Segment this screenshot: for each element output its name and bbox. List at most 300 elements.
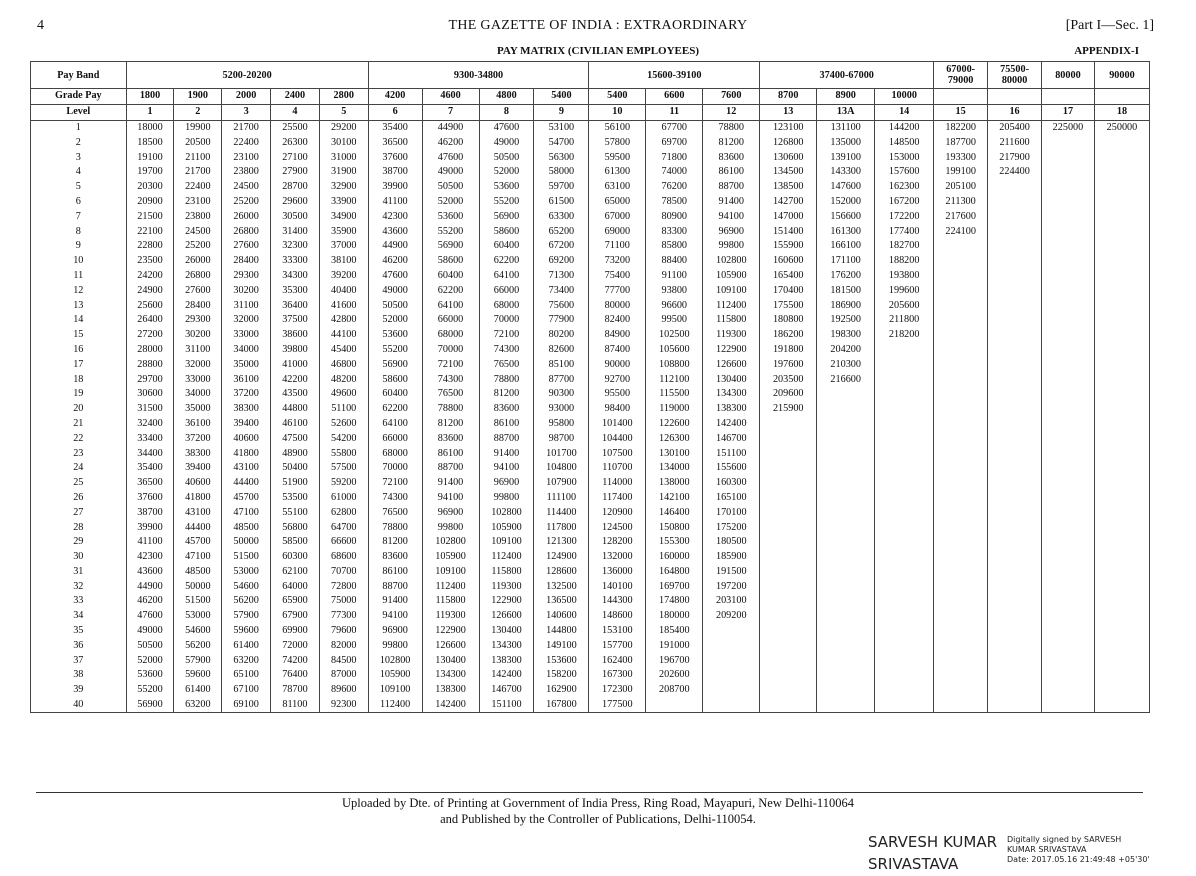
pay-cell: 19900 bbox=[174, 120, 222, 135]
pay-cell bbox=[1094, 668, 1149, 683]
pay-cell: 96900 bbox=[422, 505, 479, 520]
pay-cell: 180500 bbox=[703, 535, 760, 550]
pay-cell: 62200 bbox=[479, 254, 534, 269]
pay-cell bbox=[1094, 431, 1149, 446]
pay-cell: 53000 bbox=[174, 609, 222, 624]
pay-cell: 153100 bbox=[589, 624, 646, 639]
grade-pay-cell: 2400 bbox=[271, 89, 320, 105]
pay-cell bbox=[1094, 195, 1149, 210]
pay-cell: 48200 bbox=[319, 372, 368, 387]
pay-cell bbox=[817, 461, 875, 476]
pay-cell: 61300 bbox=[589, 165, 646, 180]
pay-cell: 182200 bbox=[934, 120, 988, 135]
pay-band-cell: 90000 bbox=[1094, 62, 1149, 89]
pay-cell bbox=[1094, 476, 1149, 491]
row-index-cell: 12 bbox=[31, 283, 127, 298]
pay-cell: 91400 bbox=[703, 195, 760, 210]
pay-cell bbox=[1094, 239, 1149, 254]
pay-cell bbox=[817, 402, 875, 417]
pay-cell: 205100 bbox=[934, 180, 988, 195]
pay-cell bbox=[934, 372, 988, 387]
pay-cell: 250000 bbox=[1094, 120, 1149, 135]
pay-cell: 165100 bbox=[703, 491, 760, 506]
pay-cell: 64100 bbox=[422, 298, 479, 313]
pay-cell: 187700 bbox=[934, 135, 988, 150]
pay-cell: 73400 bbox=[534, 283, 589, 298]
pay-cell: 56300 bbox=[534, 150, 589, 165]
pay-cell: 215900 bbox=[760, 402, 817, 417]
pay-cell: 90000 bbox=[589, 357, 646, 372]
pay-cell: 98700 bbox=[534, 431, 589, 446]
pay-cell: 19700 bbox=[126, 165, 174, 180]
pay-cell: 109100 bbox=[703, 283, 760, 298]
pay-cell: 71300 bbox=[534, 269, 589, 284]
pay-cell: 50000 bbox=[174, 579, 222, 594]
row-index-cell: 29 bbox=[31, 535, 127, 550]
pay-cell: 55100 bbox=[271, 505, 320, 520]
pay-cell: 88700 bbox=[368, 579, 422, 594]
pay-cell bbox=[1042, 313, 1095, 328]
pay-cell bbox=[988, 417, 1042, 432]
row-index-cell: 20 bbox=[31, 402, 127, 417]
pay-cell: 211600 bbox=[988, 135, 1042, 150]
pay-cell: 51900 bbox=[271, 476, 320, 491]
pay-cell: 199600 bbox=[875, 283, 934, 298]
pay-cell: 47600 bbox=[422, 150, 479, 165]
pay-cell: 45700 bbox=[222, 491, 271, 506]
pay-cell: 58600 bbox=[479, 224, 534, 239]
pay-cell: 83600 bbox=[479, 402, 534, 417]
pay-cell: 43600 bbox=[368, 224, 422, 239]
pay-cell: 62800 bbox=[319, 505, 368, 520]
pay-cell: 63100 bbox=[589, 180, 646, 195]
pay-cell bbox=[875, 387, 934, 402]
pay-cell: 43500 bbox=[271, 387, 320, 402]
pay-cell: 130400 bbox=[479, 624, 534, 639]
pay-cell bbox=[1094, 387, 1149, 402]
pay-cell: 37200 bbox=[174, 431, 222, 446]
pay-cell bbox=[988, 653, 1042, 668]
level-cell: 7 bbox=[422, 104, 479, 120]
footer-text bbox=[0, 795, 1196, 827]
level-cell: 6 bbox=[368, 104, 422, 120]
pay-cell: 22100 bbox=[126, 224, 174, 239]
pay-cell: 58000 bbox=[534, 165, 589, 180]
row-index-cell: 1 bbox=[31, 120, 127, 135]
pay-cell bbox=[988, 520, 1042, 535]
pay-cell: 56200 bbox=[222, 594, 271, 609]
pay-cell: 35000 bbox=[174, 402, 222, 417]
pay-cell: 151100 bbox=[479, 698, 534, 713]
pay-cell: 110700 bbox=[589, 461, 646, 476]
pay-cell bbox=[1094, 209, 1149, 224]
pay-cell: 115500 bbox=[646, 387, 703, 402]
row-index-cell: 38 bbox=[31, 668, 127, 683]
pay-cell: 31900 bbox=[319, 165, 368, 180]
pay-cell: 52600 bbox=[319, 417, 368, 432]
pay-cell: 142400 bbox=[422, 698, 479, 713]
pay-cell: 25200 bbox=[174, 239, 222, 254]
pay-cell bbox=[934, 505, 988, 520]
pay-cell: 78800 bbox=[703, 120, 760, 135]
grade-pay-cell: 4800 bbox=[479, 89, 534, 105]
pay-cell: 33000 bbox=[222, 328, 271, 343]
pay-cell: 24500 bbox=[222, 180, 271, 195]
pay-cell: 46200 bbox=[368, 254, 422, 269]
pay-cell: 26800 bbox=[222, 224, 271, 239]
pay-cell: 155900 bbox=[760, 239, 817, 254]
pay-cell bbox=[1042, 224, 1095, 239]
pay-cell bbox=[1042, 491, 1095, 506]
pay-cell: 112400 bbox=[479, 550, 534, 565]
pay-cell: 84500 bbox=[319, 653, 368, 668]
row-index-cell: 11 bbox=[31, 269, 127, 284]
pay-cell: 20900 bbox=[126, 195, 174, 210]
table-row bbox=[31, 195, 1150, 210]
pay-cell bbox=[760, 653, 817, 668]
pay-cell bbox=[1042, 668, 1095, 683]
signatory-name-line-1: SARVESH KUMAR bbox=[868, 833, 998, 851]
grade-pay-cell: 8900 bbox=[817, 89, 875, 105]
table-row bbox=[31, 298, 1150, 313]
grade-pay-cell: 5400 bbox=[534, 89, 589, 105]
pay-cell: 217900 bbox=[988, 150, 1042, 165]
pay-cell bbox=[1042, 209, 1095, 224]
pay-cell bbox=[875, 579, 934, 594]
pay-cell bbox=[988, 476, 1042, 491]
pay-cell bbox=[703, 683, 760, 698]
pay-cell bbox=[1094, 609, 1149, 624]
pay-cell: 81200 bbox=[422, 417, 479, 432]
level-cell: 15 bbox=[934, 104, 988, 120]
pay-cell: 29700 bbox=[126, 372, 174, 387]
pay-cell: 126300 bbox=[646, 431, 703, 446]
pay-cell: 87000 bbox=[319, 668, 368, 683]
pay-cell: 142100 bbox=[646, 491, 703, 506]
pay-cell: 157700 bbox=[589, 638, 646, 653]
pay-cell: 151400 bbox=[760, 224, 817, 239]
pay-cell: 99800 bbox=[479, 491, 534, 506]
pay-cell: 142400 bbox=[479, 668, 534, 683]
row-index-cell: 33 bbox=[31, 594, 127, 609]
pay-cell: 63200 bbox=[222, 653, 271, 668]
table-row bbox=[31, 653, 1150, 668]
pay-cell: 27900 bbox=[271, 165, 320, 180]
pay-cell bbox=[1094, 491, 1149, 506]
pay-cell: 57900 bbox=[222, 609, 271, 624]
pay-cell: 138500 bbox=[760, 180, 817, 195]
pay-cell bbox=[988, 668, 1042, 683]
pay-cell: 78800 bbox=[479, 372, 534, 387]
pay-cell: 224100 bbox=[934, 224, 988, 239]
pay-cell: 41800 bbox=[222, 446, 271, 461]
grade-pay-cell bbox=[1042, 89, 1095, 105]
pay-cell: 55200 bbox=[422, 224, 479, 239]
footer-line-1: Uploaded by Dte. of Printing at Government of India Press, Ring Road, Mayapuri, New Delhi-110064 bbox=[342, 796, 854, 810]
pay-cell: 37600 bbox=[368, 150, 422, 165]
pay-cell bbox=[875, 357, 934, 372]
pay-cell bbox=[988, 461, 1042, 476]
pay-cell: 96900 bbox=[368, 624, 422, 639]
pay-cell bbox=[1094, 313, 1149, 328]
pay-cell: 209200 bbox=[703, 609, 760, 624]
table-row bbox=[31, 594, 1150, 609]
pay-cell: 196700 bbox=[646, 653, 703, 668]
gazette-header bbox=[0, 18, 1196, 38]
pay-cell: 104800 bbox=[534, 461, 589, 476]
pay-cell: 85800 bbox=[646, 239, 703, 254]
pay-cell bbox=[934, 357, 988, 372]
pay-cell bbox=[988, 239, 1042, 254]
pay-cell: 29600 bbox=[271, 195, 320, 210]
level-cell: 12 bbox=[703, 104, 760, 120]
pay-cell: 119000 bbox=[646, 402, 703, 417]
pay-cell: 72100 bbox=[422, 357, 479, 372]
pay-cell: 95800 bbox=[534, 417, 589, 432]
pay-cell: 151100 bbox=[703, 446, 760, 461]
pay-cell bbox=[1042, 195, 1095, 210]
pay-cell: 138000 bbox=[646, 476, 703, 491]
pay-cell bbox=[875, 520, 934, 535]
pay-cell: 107500 bbox=[589, 446, 646, 461]
pay-cell: 44900 bbox=[368, 239, 422, 254]
pay-cell bbox=[988, 446, 1042, 461]
row-index-cell: 14 bbox=[31, 313, 127, 328]
pay-cell: 94100 bbox=[479, 461, 534, 476]
row-index-cell: 15 bbox=[31, 328, 127, 343]
pay-cell: 122900 bbox=[479, 594, 534, 609]
level-cell: 13A bbox=[817, 104, 875, 120]
pay-cell bbox=[934, 491, 988, 506]
pay-cell bbox=[875, 550, 934, 565]
pay-band-cell: 37400-67000 bbox=[760, 62, 934, 89]
gazette-title: THE GAZETTE OF INDIA : EXTRAORDINARY bbox=[448, 18, 748, 33]
pay-cell: 47100 bbox=[222, 505, 271, 520]
pay-cell: 26000 bbox=[174, 254, 222, 269]
pay-cell: 136000 bbox=[589, 565, 646, 580]
pay-cell bbox=[1042, 638, 1095, 653]
pay-cell: 95500 bbox=[589, 387, 646, 402]
pay-cell: 48500 bbox=[174, 565, 222, 580]
pay-cell: 87700 bbox=[534, 372, 589, 387]
pay-cell bbox=[817, 417, 875, 432]
pay-cell: 50400 bbox=[271, 461, 320, 476]
pay-cell: 40600 bbox=[222, 431, 271, 446]
pay-cell: 157600 bbox=[875, 165, 934, 180]
pay-cell: 86100 bbox=[422, 446, 479, 461]
pay-cell: 185400 bbox=[646, 624, 703, 639]
pay-cell: 124900 bbox=[534, 550, 589, 565]
pay-cell: 88700 bbox=[479, 431, 534, 446]
pay-cell bbox=[1042, 372, 1095, 387]
pay-cell: 83600 bbox=[422, 431, 479, 446]
pay-cell: 53600 bbox=[422, 209, 479, 224]
table-row bbox=[31, 283, 1150, 298]
pay-cell bbox=[934, 520, 988, 535]
pay-cell: 46800 bbox=[319, 357, 368, 372]
pay-cell bbox=[1094, 624, 1149, 639]
pay-cell bbox=[934, 535, 988, 550]
pay-cell: 80900 bbox=[646, 209, 703, 224]
pay-cell: 23100 bbox=[174, 195, 222, 210]
pay-cell bbox=[988, 609, 1042, 624]
pay-cell: 140600 bbox=[534, 609, 589, 624]
pay-cell: 119300 bbox=[703, 328, 760, 343]
pay-cell: 164800 bbox=[646, 565, 703, 580]
pay-cell bbox=[1042, 624, 1095, 639]
pay-cell bbox=[875, 446, 934, 461]
pay-cell: 56900 bbox=[479, 209, 534, 224]
pay-cell: 30200 bbox=[174, 328, 222, 343]
pay-cell: 177400 bbox=[875, 224, 934, 239]
pay-cell: 50500 bbox=[126, 638, 174, 653]
pay-cell: 139100 bbox=[817, 150, 875, 165]
grade-pay-cell: 6600 bbox=[646, 89, 703, 105]
page-number: 4 bbox=[37, 18, 44, 33]
pay-cell: 32300 bbox=[271, 239, 320, 254]
pay-band-cell: 15600-39100 bbox=[589, 62, 760, 89]
signatory-name bbox=[868, 831, 997, 875]
pay-band-cell: 9300-34800 bbox=[368, 62, 589, 89]
table-row bbox=[31, 224, 1150, 239]
pay-cell: 39200 bbox=[319, 269, 368, 284]
pay-cell: 203500 bbox=[760, 372, 817, 387]
pay-cell bbox=[1042, 298, 1095, 313]
pay-cell: 53000 bbox=[222, 565, 271, 580]
row-index-cell: 35 bbox=[31, 624, 127, 639]
pay-cell: 25600 bbox=[126, 298, 174, 313]
table-row bbox=[31, 120, 1150, 135]
pay-cell: 70000 bbox=[479, 313, 534, 328]
pay-cell bbox=[817, 683, 875, 698]
pay-cell: 197600 bbox=[760, 357, 817, 372]
pay-cell: 25500 bbox=[271, 120, 320, 135]
pay-cell: 69900 bbox=[271, 624, 320, 639]
row-index-cell: 8 bbox=[31, 224, 127, 239]
pay-cell bbox=[988, 431, 1042, 446]
pay-cell bbox=[1042, 283, 1095, 298]
pay-cell bbox=[988, 491, 1042, 506]
pay-cell: 53600 bbox=[479, 180, 534, 195]
grade-pay-cell bbox=[988, 89, 1042, 105]
pay-cell: 45700 bbox=[174, 535, 222, 550]
pay-cell: 24200 bbox=[126, 269, 174, 284]
pay-cell: 50500 bbox=[422, 180, 479, 195]
pay-cell bbox=[1042, 239, 1095, 254]
pay-cell: 78800 bbox=[368, 520, 422, 535]
pay-cell: 66000 bbox=[479, 283, 534, 298]
pay-cell bbox=[988, 357, 1042, 372]
pay-cell: 42300 bbox=[368, 209, 422, 224]
pay-cell: 82400 bbox=[589, 313, 646, 328]
pay-cell bbox=[760, 461, 817, 476]
pay-cell: 74300 bbox=[368, 491, 422, 506]
pay-cell: 132000 bbox=[589, 550, 646, 565]
pay-cell: 112100 bbox=[646, 372, 703, 387]
pay-cell: 69100 bbox=[222, 698, 271, 713]
pay-cell: 61400 bbox=[174, 683, 222, 698]
pay-cell bbox=[988, 683, 1042, 698]
pay-cell bbox=[875, 461, 934, 476]
pay-cell bbox=[934, 550, 988, 565]
pay-cell bbox=[1042, 520, 1095, 535]
pay-cell: 39800 bbox=[271, 343, 320, 358]
pay-cell bbox=[988, 269, 1042, 284]
pay-cell bbox=[1042, 180, 1095, 195]
pay-cell: 32900 bbox=[319, 180, 368, 195]
digital-signature-block bbox=[1007, 835, 1157, 865]
pay-cell: 101400 bbox=[589, 417, 646, 432]
pay-cell: 78800 bbox=[422, 402, 479, 417]
pay-cell: 99800 bbox=[422, 520, 479, 535]
pay-band-cell: 5200-20200 bbox=[126, 62, 368, 89]
pay-cell: 186900 bbox=[817, 298, 875, 313]
part-section: [Part I—Sec. 1] bbox=[1065, 18, 1154, 33]
pay-cell: 131100 bbox=[817, 120, 875, 135]
pay-cell bbox=[760, 594, 817, 609]
pay-cell: 191800 bbox=[760, 343, 817, 358]
pay-cell: 161300 bbox=[817, 224, 875, 239]
pay-cell: 21700 bbox=[222, 120, 271, 135]
pay-cell: 41100 bbox=[126, 535, 174, 550]
pay-cell: 79600 bbox=[319, 624, 368, 639]
table-row bbox=[31, 254, 1150, 269]
pay-cell: 75600 bbox=[534, 298, 589, 313]
row-index-cell: 24 bbox=[31, 461, 127, 476]
pay-cell: 114400 bbox=[534, 505, 589, 520]
pay-cell bbox=[1042, 594, 1095, 609]
pay-cell: 39900 bbox=[368, 180, 422, 195]
pay-cell bbox=[817, 594, 875, 609]
pay-cell: 36100 bbox=[174, 417, 222, 432]
row-index-cell: 26 bbox=[31, 491, 127, 506]
pay-cell: 63200 bbox=[174, 698, 222, 713]
pay-cell: 69700 bbox=[646, 135, 703, 150]
pay-cell: 174800 bbox=[646, 594, 703, 609]
pay-cell: 66600 bbox=[319, 535, 368, 550]
pay-cell: 28000 bbox=[126, 343, 174, 358]
pay-cell: 102800 bbox=[703, 254, 760, 269]
row-index-cell: 28 bbox=[31, 520, 127, 535]
pay-cell: 22800 bbox=[126, 239, 174, 254]
pay-cell: 84900 bbox=[589, 328, 646, 343]
pay-cell: 134500 bbox=[760, 165, 817, 180]
pay-cell: 37200 bbox=[222, 387, 271, 402]
pay-cell: 224400 bbox=[988, 165, 1042, 180]
pay-cell: 101700 bbox=[534, 446, 589, 461]
pay-cell: 59600 bbox=[174, 668, 222, 683]
pay-cell: 54200 bbox=[319, 431, 368, 446]
pay-cell bbox=[817, 491, 875, 506]
pay-cell: 120900 bbox=[589, 505, 646, 520]
pay-cell: 68600 bbox=[319, 550, 368, 565]
pay-cell bbox=[934, 579, 988, 594]
table-row bbox=[31, 150, 1150, 165]
pay-cell: 91400 bbox=[479, 446, 534, 461]
pay-cell: 105900 bbox=[479, 520, 534, 535]
pay-cell: 65900 bbox=[271, 594, 320, 609]
pay-cell bbox=[875, 653, 934, 668]
pay-cell: 202600 bbox=[646, 668, 703, 683]
pay-cell bbox=[934, 683, 988, 698]
pay-cell bbox=[1094, 254, 1149, 269]
pay-cell bbox=[1094, 402, 1149, 417]
pay-cell: 91400 bbox=[422, 476, 479, 491]
pay-cell bbox=[875, 417, 934, 432]
pay-cell: 122900 bbox=[703, 343, 760, 358]
table-row bbox=[31, 402, 1150, 417]
pay-cell bbox=[760, 505, 817, 520]
